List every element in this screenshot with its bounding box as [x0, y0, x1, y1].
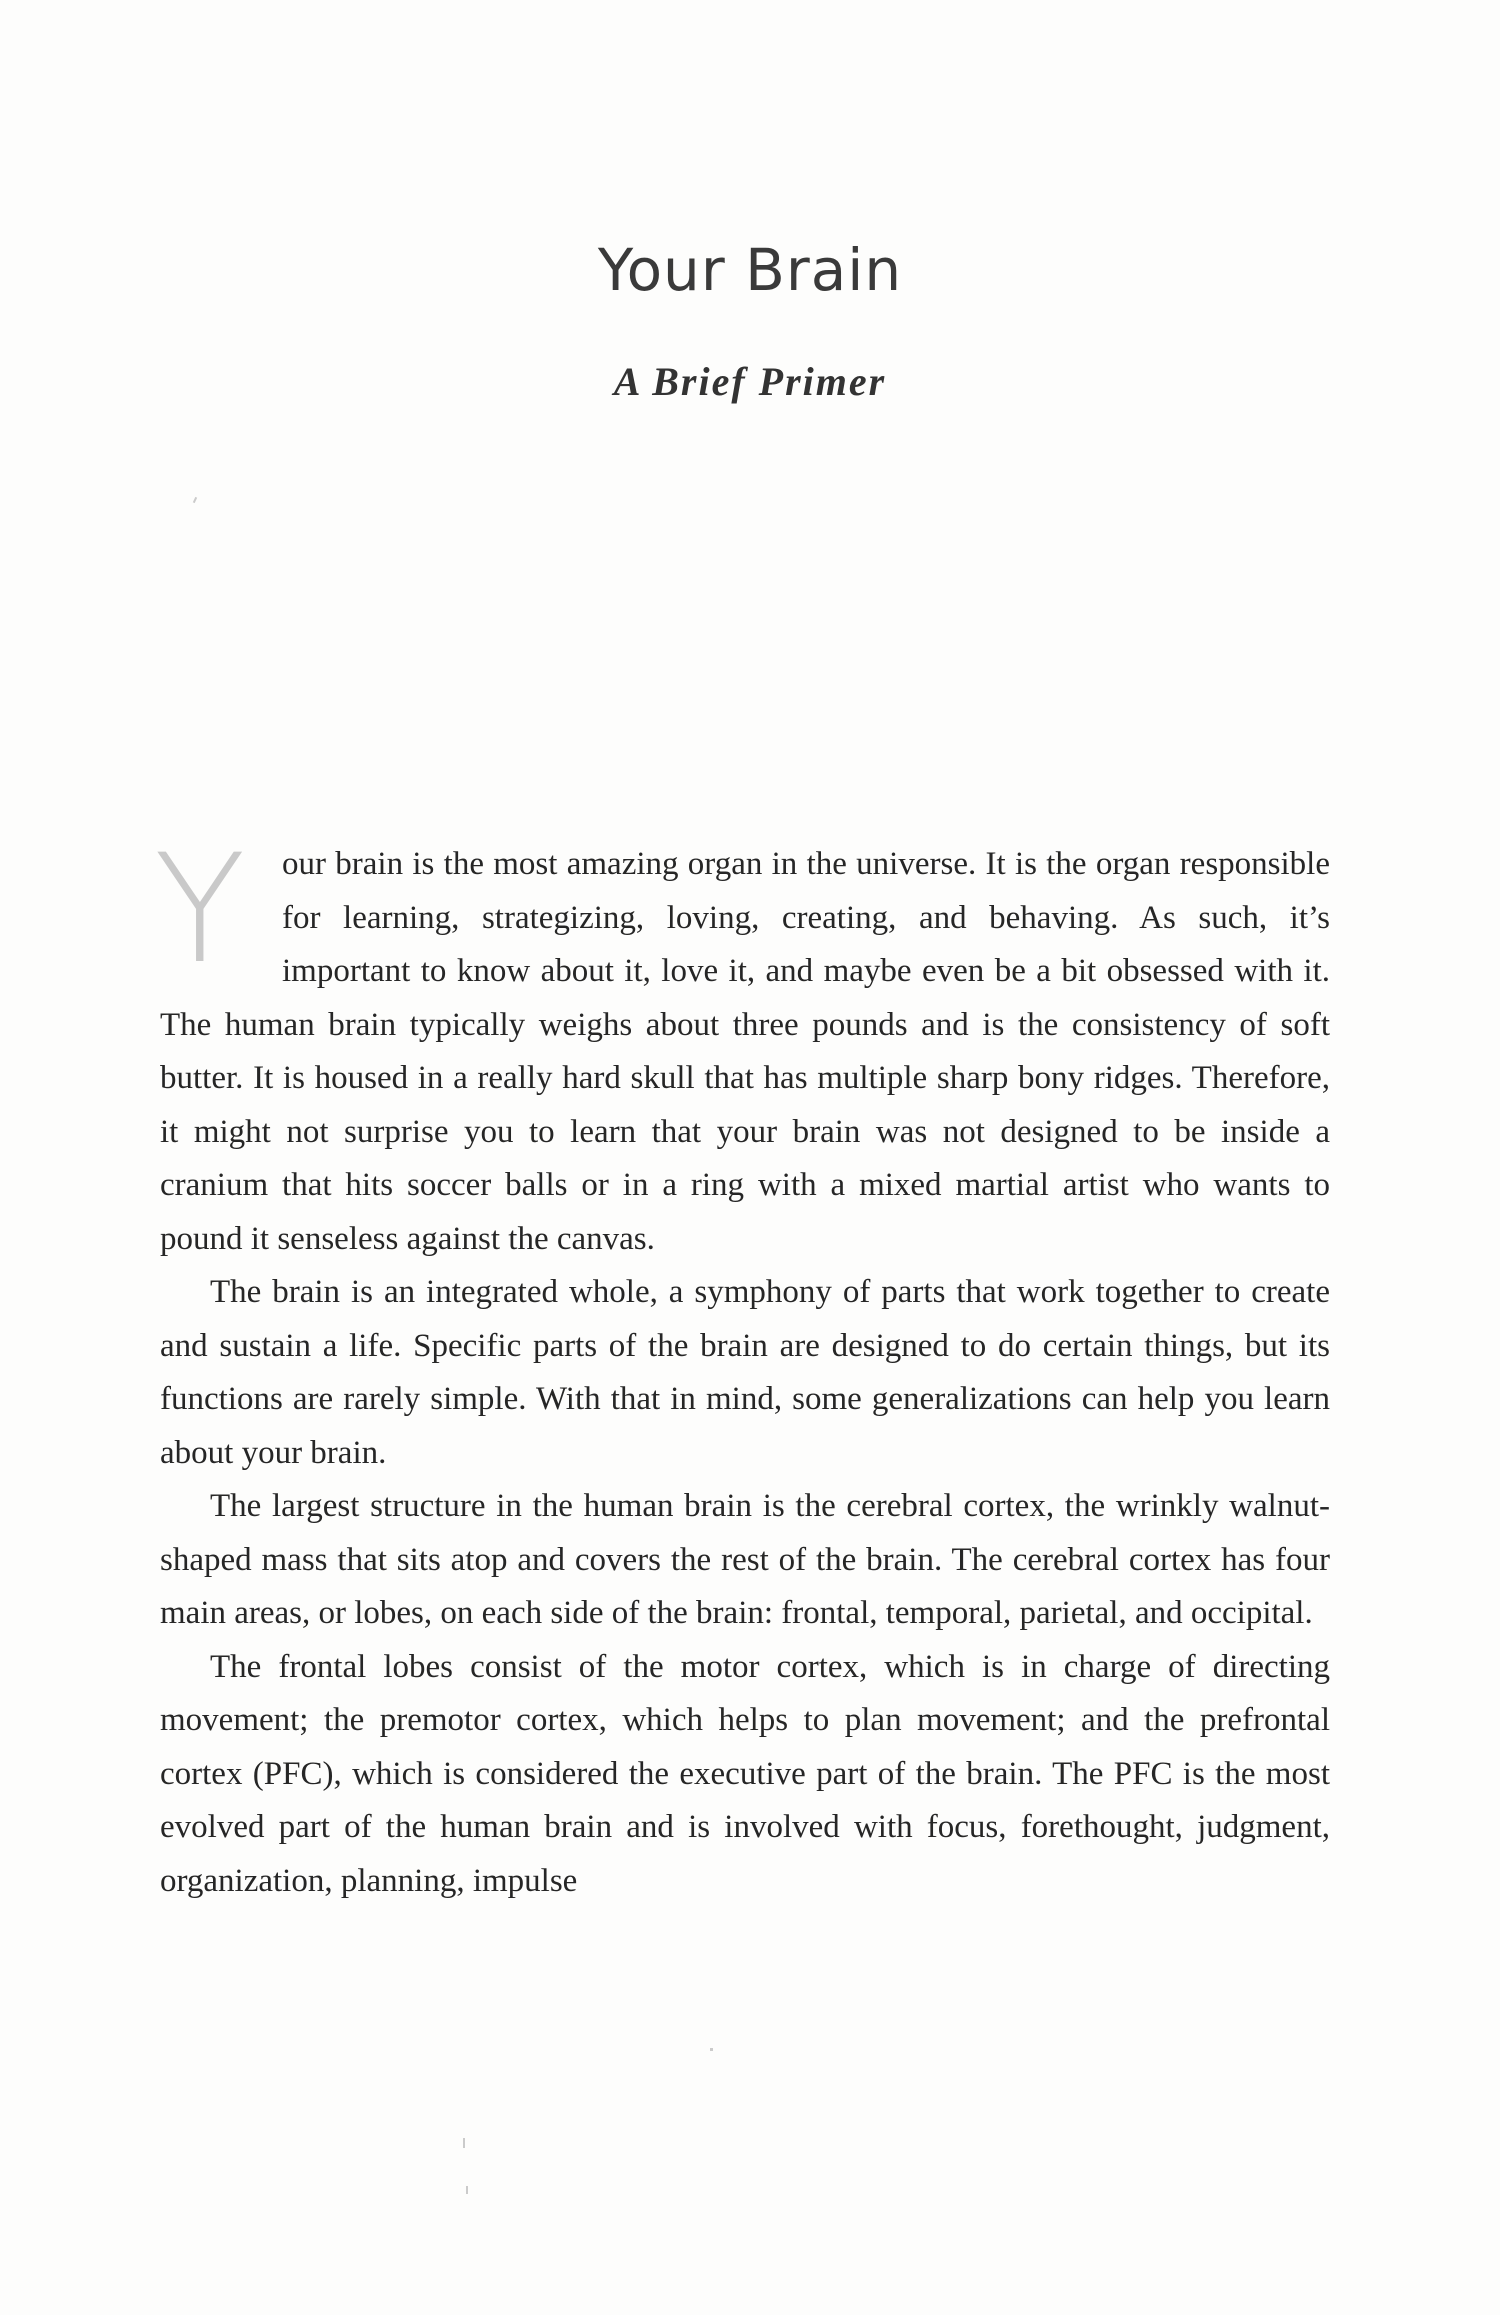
paragraph-1 [154, 823, 1330, 1266]
scan-speck [466, 2186, 468, 2194]
paragraph-1-text: our brain is the most amazing organ in the universe. It is the organ responsible for learning, strategizing, loving, creating, and behaving. As such, it’s important to know about it, love it, and maybe even be a bit obsessed with it. The human brain typically weighs about three pounds and is the consistency of soft butter. It is housed in a really hard skull that has multiple sharp bony ridges. Therefore, it might not surprise you to learn that your brain was not designed to be inside a cranium that hits soccer balls or in a ring with a mixed martial artist who wants to pound it senseless against the canvas. [160, 846, 1330, 1257]
paragraph-2: The brain is an integrated whole, a symphony of parts that work together to create and sustain a life. Specific parts of the brain are designed to do certain things, but its functions are rarely simple. With that in mind, some generalizations can help you learn about your brain. [160, 1274, 1330, 1471]
chapter-subtitle: A Brief Primer [613, 359, 887, 404]
body-text [154, 823, 1330, 1908]
drop-cap: Y [154, 823, 246, 997]
scan-speck [463, 2138, 465, 2148]
scan-speck [193, 497, 197, 503]
scan-speck [710, 2048, 713, 2051]
paragraph-4: The frontal lobes consist of the motor cortex, which is in charge of directing movement; the premotor cortex, which helps to plan movement; and the prefrontal cortex (PFC), which is considered the executive part of the brain. The PFC is the most evolved part of the human brain and is involved with focus, forethought, judgment, organization, planning, impulse [160, 1648, 1330, 1899]
paragraph-3: The largest structure in the human brain is the cerebral cortex, the wrinkly walnut-shaped mass that sits atop and covers the rest of the brain. The cerebral cortex has four main areas, or lobes, on each side of the brain: frontal, temporal, parietal, and occipital. [160, 1488, 1330, 1631]
chapter-title: Your Brain [597, 236, 903, 304]
